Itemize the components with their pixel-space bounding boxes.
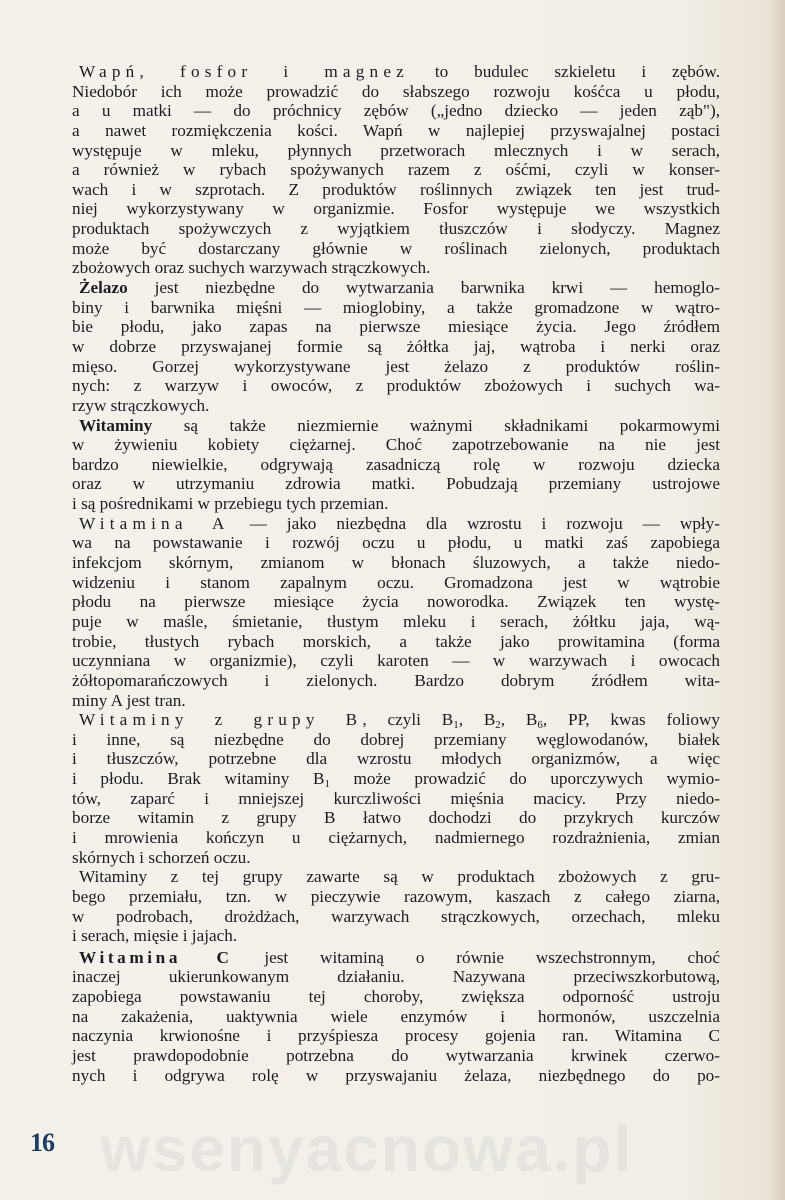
- watermark: wsenyacnowa.pl: [100, 1113, 634, 1185]
- body-text: [72, 62, 720, 1085]
- bold-spaced-lead-vitamin-c: Witamina C: [79, 947, 233, 967]
- bold-lead-iron: Żelazo: [79, 278, 128, 298]
- paragraph-vitamin-a: Witamina A — jako niezbędna dla wzrostu i rozwoju — wpły- wa na powstawanie i rozwój oczu u płodu, u matki zaś zapobiega infekcjom skórnym, zmianom w błonach śluzowych, a także niedo- widzeniu i stanom zapalnym oczu. Gromadzona jest w wątrobie płodu na pierwsze miesiące życia noworodka. Związek ten wystę- puje w maśle, śmietanie, tłustym mleku i serach, żółtku jaja, wą- trobie, tłustych rybach morskich, a także jako prowitamina (forma uczynniana w organizmie), czyli karoten — w warzywach i owocach żółtopomarańczowych i zielonych. Bardzo dobrym źródłem wita- miny A jest tran.: [72, 513, 721, 710]
- page-edge-shadow: [771, 0, 785, 1200]
- paragraph-vitamin-b-sources: Witaminy z tej grupy zawarte są w produktach zbożowych z gru- bego przemiału, tzn. w pieczywie razowym, kaszach z całego ziarna, w podrobach, drożdżach, warzywach strączkowych, orzechach, mleku i serach, mięsie i jajach.: [72, 867, 720, 946]
- paragraph-minerals: Wapń, fosfor i magnez to budulec szkieletu i zębów. Niedobór ich może prowadzić do słabszego rozwoju kośćca u płodu, a u matki — do próchnicy zębów („jedno dziecko — jeden ząb"), a nawet rozmiękczenia kości. Wapń w najlepiej przyswajalnej postaci występuje w mleku, płynnych przetworach mlecznych i w serach, a również w rybach spożywanych razem z ośćmi, czyli w konser- wach i w szprotach. Z produktów roślinnych związek ten jest trud- niej wykorzystywany w organizmie. Fosfor występuje we wszystkich produktach spożywczych z wyjątkiem tłuszczów i słodyczy. Magnez może być dostarczany głównie w roślinach zielonych, produktach zbożowych oraz suchych warzywach strączkowych.: [72, 62, 720, 278]
- spaced-lead-vitamin-a: Witamina A: [79, 513, 230, 533]
- paragraph-vitamin-b: Witaminy z grupy B, czyli $B_1$, $B_2$, $B_6$, PP, kwas foliowy i inne, są niezbędne do dobrej przemiany węglowodanów, białek i tłuszczów, potrzebne dla wzrostu młodych organizmów, a więc i płodu. Brak witaminy $B_1$ może prowadzić do uporczywych wymio- tów, zaparć i mniejszej kurczliwości mięśnia macicy. Przy niedo- borze witamin z grupy B łatwo dochodzi do przykrych kurczów i mrowienia kończyn u ciężarnych, nadmiernego rozdrażnienia, zmian skórnych i schorzeń oczu.: [72, 710, 721, 867]
- paragraph-iron: Żelazo jest niezbędne do wytwarzania barwnika krwi — hemoglo- biny i barwnika mięśni — mioglobiny, a także gromadzone w wątro- bie płodu, jako zapas na pierwsze miesiące życia. Jego źródłem w dobrze przyswajanej formie są żółtka jaj, wątroba i nerki oraz mięso. Gorzej wykorzystywane jest żelazo z produktów roślin- nych: z warzyw i owoców, z produktów zbożowych i suchych wa- rzyw strączkowych.: [72, 278, 720, 415]
- spaced-lead-vitamin-b: Witaminy z grupy B: [79, 710, 363, 730]
- paragraph-vitamins: Witaminy są także niezmiernie ważnymi składnikami pokarmowymi w żywieniu kobiety ciężarnej. Choć zapotrzebowanie na nie jest bardzo niewielkie, odgrywają zasadniczą rolę w rozwoju dziecka oraz w utrzymaniu zdrowia matki. Pobudzają przemiany ustrojowe i są pośrednikami w przebiegu tych przemian.: [72, 415, 720, 514]
- page-number: 16: [30, 1128, 54, 1157]
- spaced-lead-minerals: Wapń, fosfor i magnez: [79, 62, 410, 81]
- paragraph-vitamin-c: Witamina C jest witaminą o równie wszechstronnym, choć inaczej ukierunkowanym działaniu. Nazywana przeciwszkorbutową, zapobiega powstawaniu tej choroby, zwiększa odporność ustroju na zakażenia, uaktywnia wiele enzymów i hormonów, uszczelnia naczynia krwionośne i przyśpiesza procesy gojenia ran. Witamina C jest prawdopodobnie potrzebna do wytwarzania krwinek czerwo- nych i odgrywa rolę w przyswajaniu żelaza, niezbędnego do po-: [72, 947, 720, 1085]
- bold-lead-vitamins: Witaminy: [79, 415, 153, 435]
